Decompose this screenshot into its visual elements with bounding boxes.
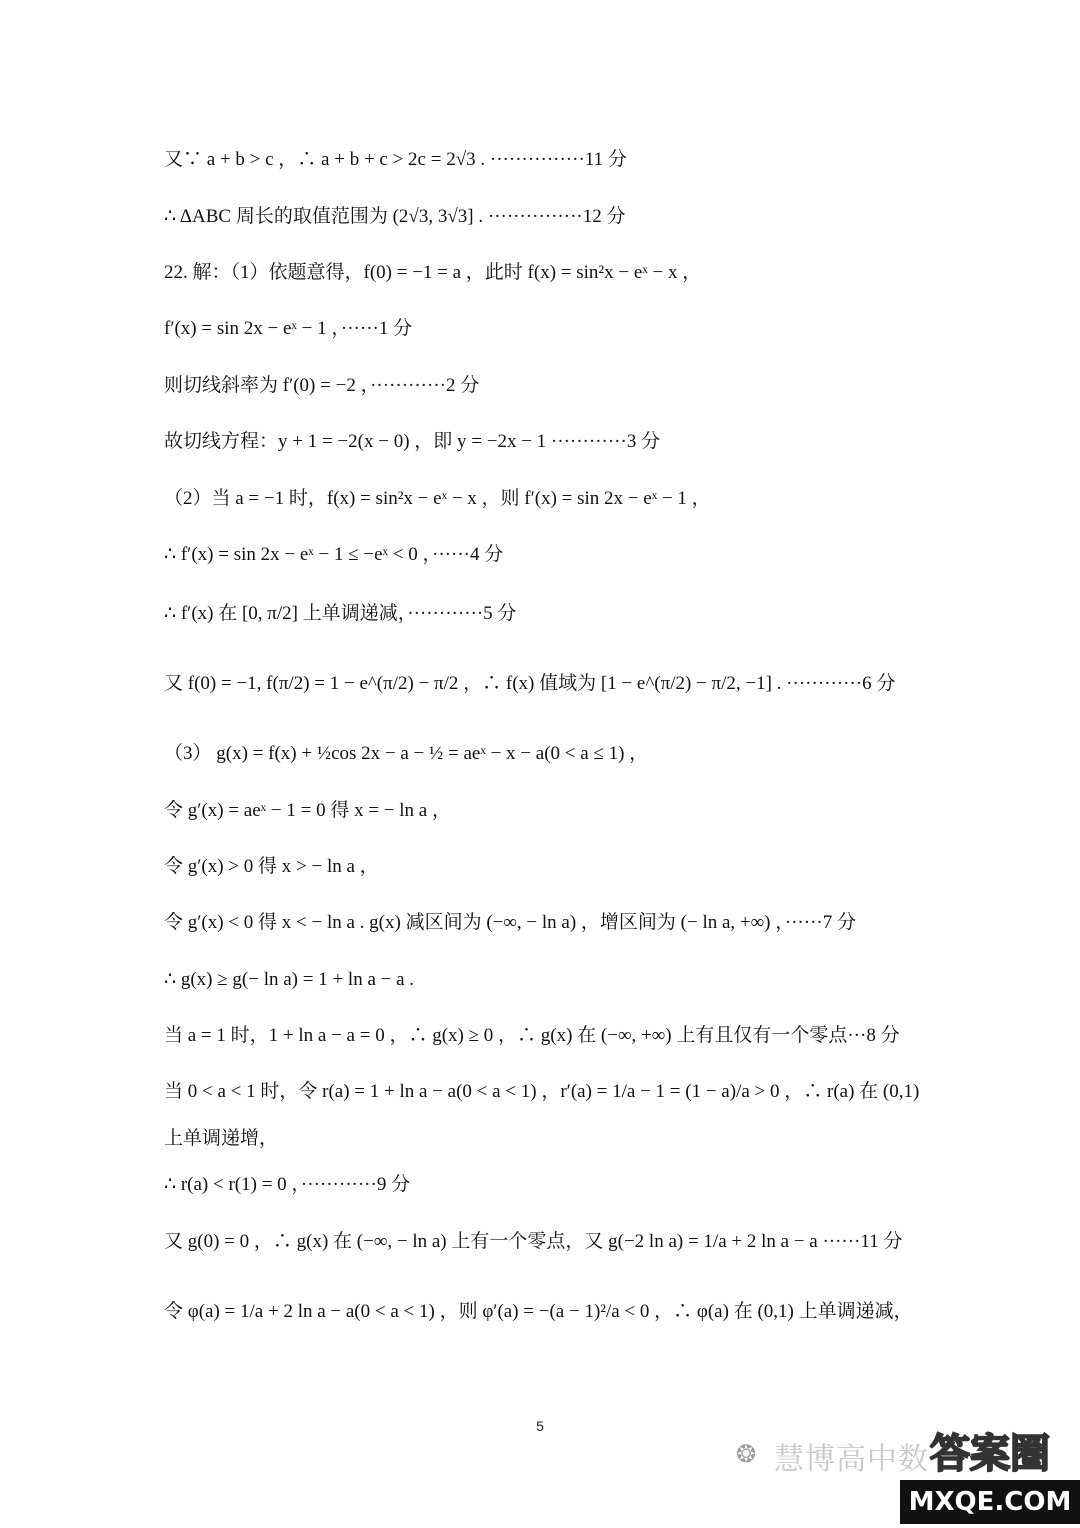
watermark-logo: 答案圈 bbox=[930, 1431, 1050, 1477]
line-4: f′(x) = sin 2x − eˣ − 1 ，······1 分 bbox=[164, 318, 413, 339]
wechat-icon: ❂ bbox=[736, 1440, 757, 1468]
line-11: （3） g(x) = f(x) + ½cos 2x − a − ½ = aeˣ − x − a(0 < a ≤ 1) ， bbox=[164, 743, 649, 764]
line-13: 令 g′(x) > 0 得 x > − ln a ， bbox=[164, 856, 379, 877]
line-20: 又 g(0) = 0 ，∴ g(x) 在 (−∞, − ln a) 上有一个零点，又 g(−2 ln a) = 1/a + 2 ln a − a ······11 分 bbox=[164, 1231, 903, 1252]
line-9: ∴ f′(x) 在 [0, π/2] 上单调递减，············5 分 bbox=[164, 603, 517, 624]
page-number: 5 bbox=[536, 1418, 544, 1434]
watermark-account: 慧博高中数 bbox=[774, 1442, 929, 1477]
line-14: 令 g′(x) < 0 得 x < − ln a . g(x) 减区间为 (−∞, − ln a) ，增区间为 (− ln a, +∞) ，······7 分 bbox=[164, 912, 856, 933]
line-3: 22. 解：（1）依题意得，f(0) = −1 = a ，此时 f(x) = sin²x − eˣ − x ， bbox=[164, 262, 702, 283]
watermark bbox=[732, 1428, 1080, 1528]
line-5: 则切线斜率为 f′(0) = −2 ，············2 分 bbox=[164, 375, 480, 396]
line-10: 又 f(0) = −1, f(π/2) = 1 − e^(π/2) − π/2 ，∴ f(x) 值域为 [1 − e^(π/2) − π/2, −1] . ············6 分 bbox=[164, 673, 896, 694]
watermark-site: MXQE.COM bbox=[900, 1480, 1080, 1524]
line-18: 上单调递增， bbox=[164, 1128, 279, 1149]
line-21: 令 φ(a) = 1/a + 2 ln a − a(0 < a < 1) ，则 φ′(a) = −(a − 1)²/a < 0 ，∴ φ(a) 在 (0,1) 上单调递减， bbox=[164, 1301, 913, 1322]
line-17: 当 0 < a < 1 时，令 r(a) = 1 + ln a − a(0 < a < 1) ，r′(a) = 1/a − 1 = (1 − a)/a > 0 ，∴ r(a) 在 (0,1) bbox=[164, 1081, 920, 1102]
line-15: ∴ g(x) ≥ g(− ln a) = 1 + ln a − a . bbox=[164, 969, 415, 990]
line-6: 故切线方程：y + 1 = −2(x − 0) ，即 y = −2x − 1 ············3 分 bbox=[164, 431, 661, 452]
line-2: ∴ ΔABC 周长的取值范围为 (2√3, 3√3] . ···············12 分 bbox=[164, 206, 626, 227]
line-1: 又∵ a + b > c ，∴ a + b + c > 2c = 2√3 . ···············11 分 bbox=[164, 149, 627, 170]
line-8: ∴ f′(x) = sin 2x − eˣ − 1 ≤ −eˣ < 0 ，······4 分 bbox=[164, 544, 504, 565]
line-7: （2）当 a = −1 时，f(x) = sin²x − eˣ − x ，则 f′(x) = sin 2x − eˣ − 1 ， bbox=[164, 488, 711, 509]
line-16: 当 a = 1 时，1 + ln a − a = 0 ，∴ g(x) ≥ 0 ，∴ g(x) 在 (−∞, +∞) 上有且仅有一个零点···8 分 bbox=[164, 1025, 900, 1046]
line-19: ∴ r(a) < r(1) = 0 ，············9 分 bbox=[164, 1174, 411, 1195]
line-12: 令 g′(x) = aeˣ − 1 = 0 得 x = − ln a ， bbox=[164, 800, 451, 821]
